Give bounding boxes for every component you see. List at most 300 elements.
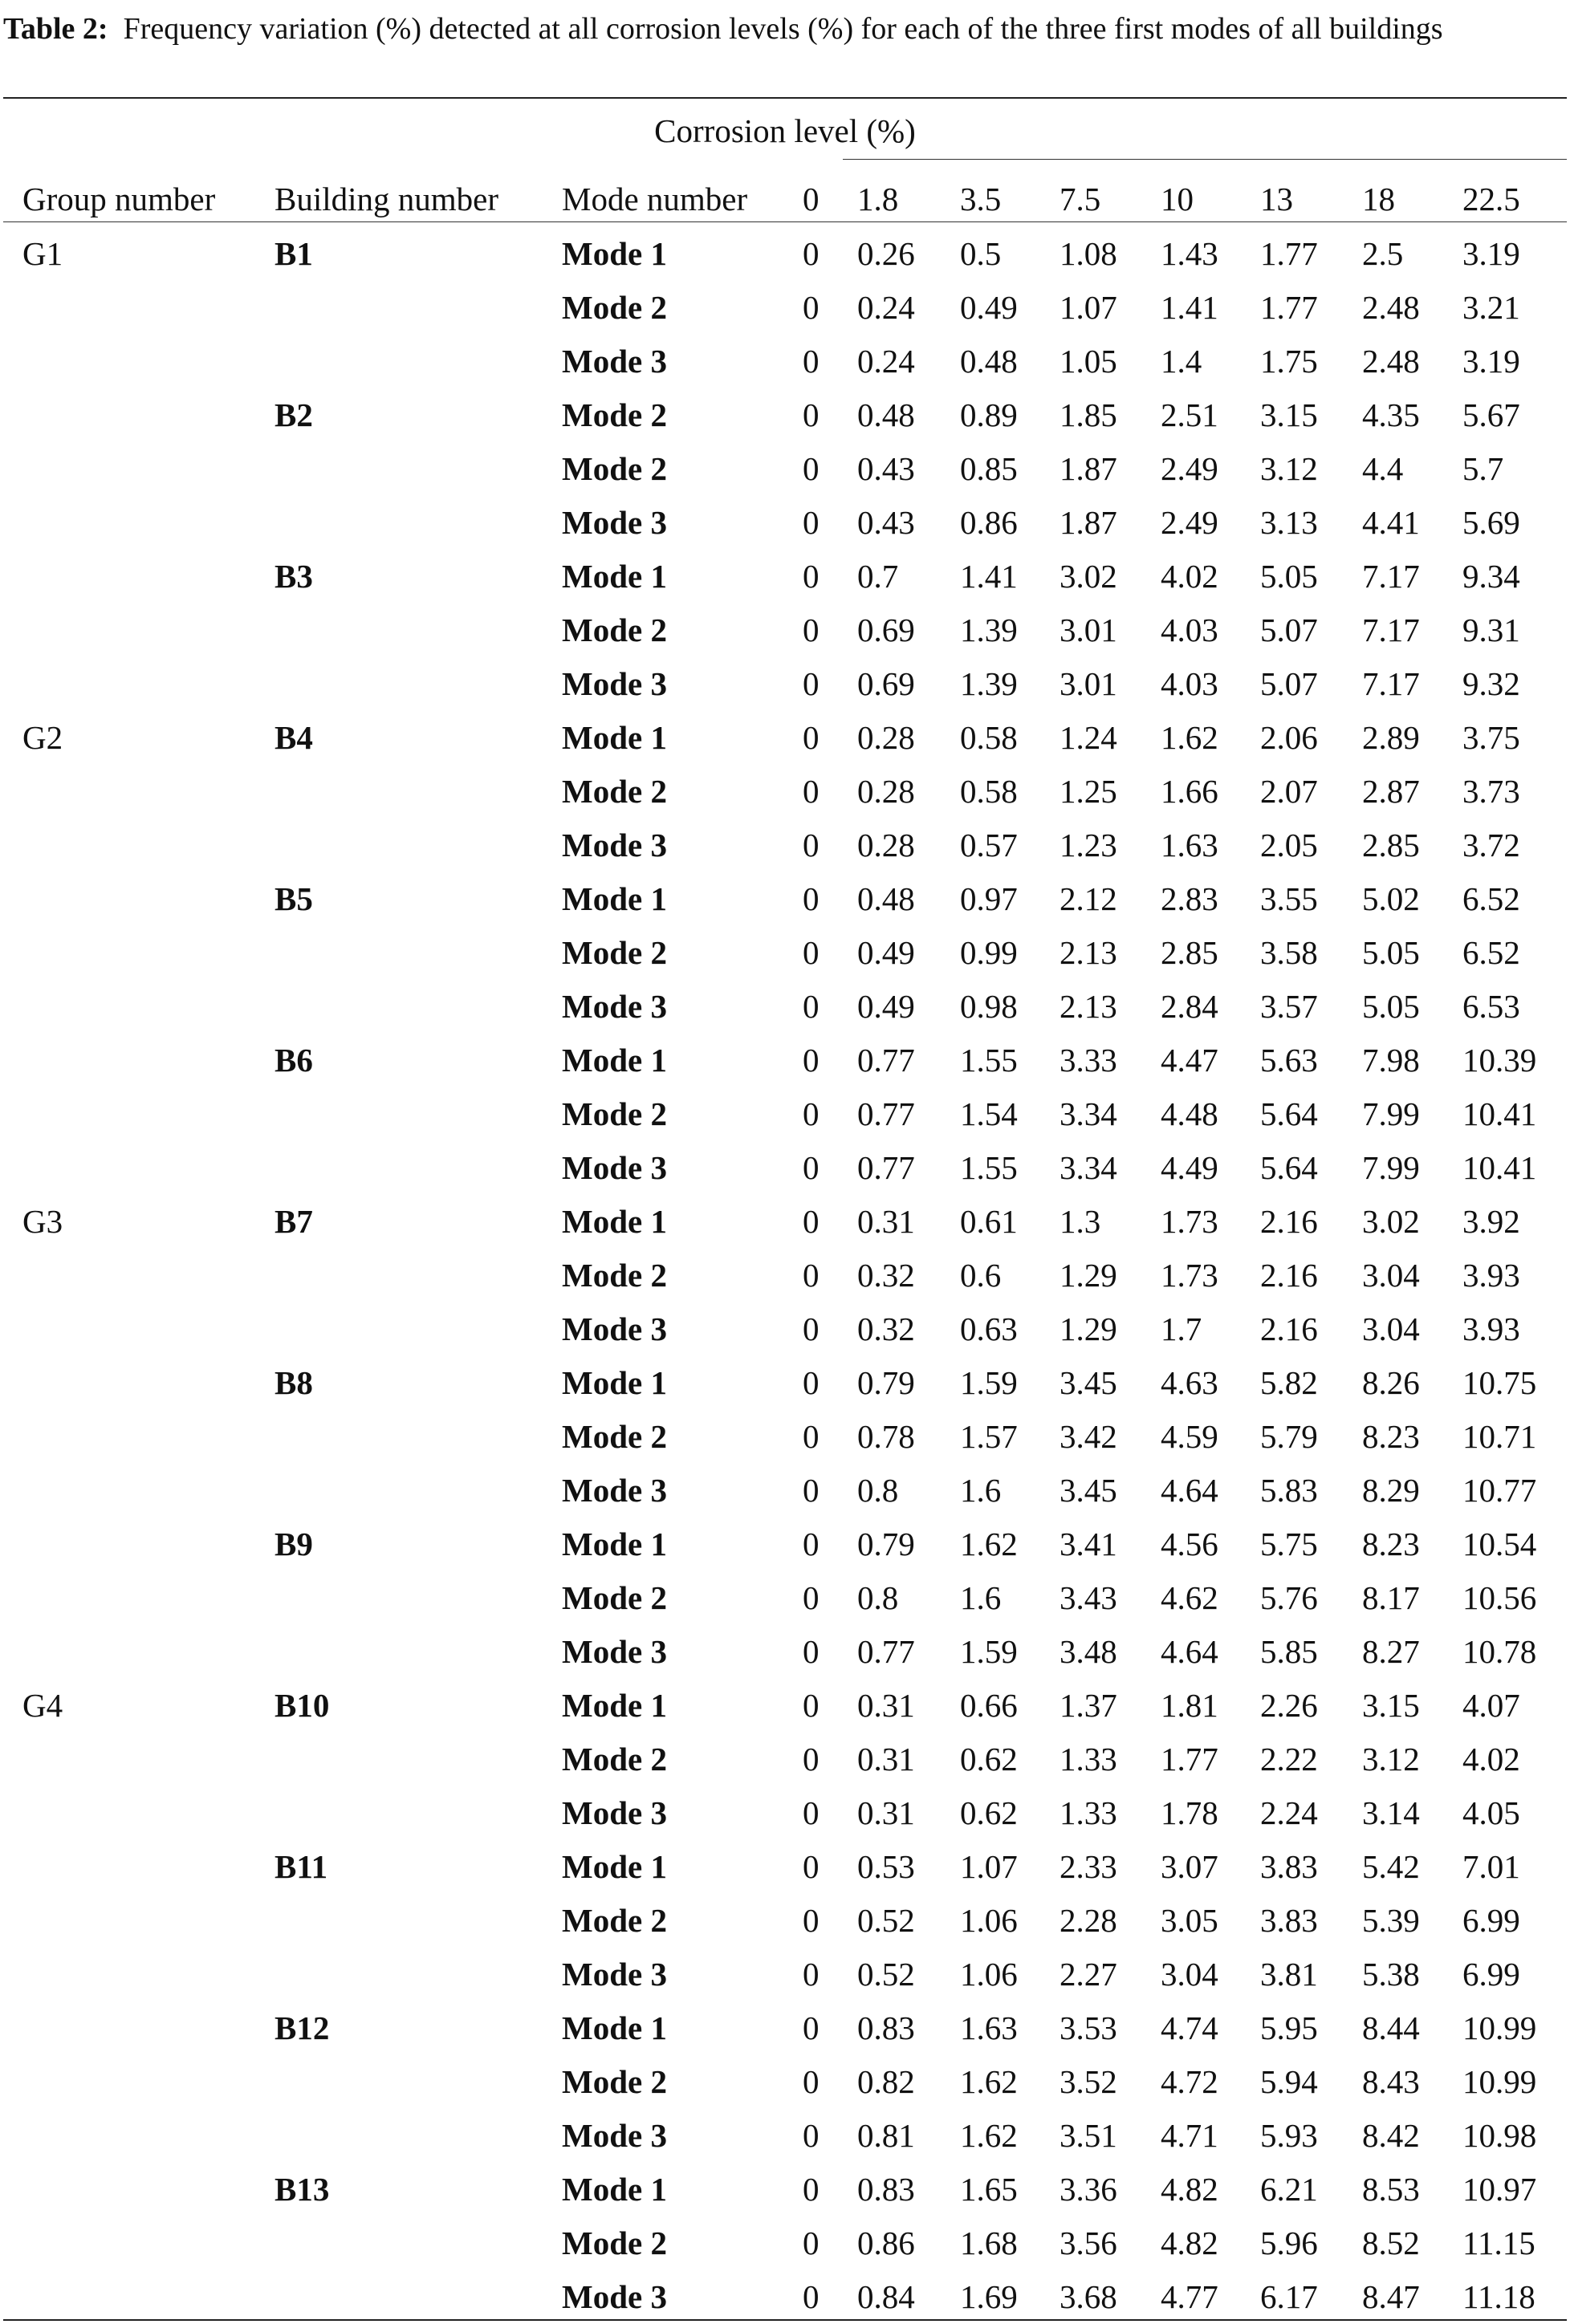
building-number-cell: B5 <box>275 880 313 917</box>
column-header: 7.5 <box>1060 181 1101 217</box>
mode-number-cell: Mode 1 <box>562 1848 667 1885</box>
mode-number-cell: Mode 2 <box>562 1257 667 1294</box>
value-cell: 0 <box>803 2117 820 2154</box>
value-cell: 10.39 <box>1462 1042 1537 1079</box>
value-cell: 5.05 <box>1260 558 1318 595</box>
mode-number-cell: Mode 2 <box>562 396 667 433</box>
value-cell: 0 <box>803 719 820 756</box>
mode-number-cell: Mode 3 <box>562 1149 667 1186</box>
value-cell: 7.17 <box>1362 665 1420 702</box>
value-cell: 0.31 <box>857 1741 915 1778</box>
value-cell: 1.77 <box>1260 289 1318 326</box>
value-cell: 10.99 <box>1462 2009 1537 2046</box>
value-cell: 3.14 <box>1362 1794 1420 1831</box>
value-cell: 8.53 <box>1362 2171 1420 2208</box>
value-cell: 0 <box>803 2063 820 2100</box>
mode-number-cell: Mode 1 <box>562 1526 667 1562</box>
bottom-rule <box>3 2319 1567 2321</box>
value-cell: 1.55 <box>960 1149 1018 1186</box>
value-cell: 3.41 <box>1060 1526 1117 1562</box>
value-cell: 8.17 <box>1362 1579 1420 1616</box>
value-cell: 1.68 <box>960 2224 1018 2261</box>
value-cell: 0 <box>803 1042 820 1079</box>
value-cell: 5.94 <box>1260 2063 1318 2100</box>
value-cell: 2.07 <box>1260 773 1318 810</box>
value-cell: 4.59 <box>1161 1418 1218 1455</box>
value-cell: 3.51 <box>1060 2117 1117 2154</box>
value-cell: 5.95 <box>1260 2009 1318 2046</box>
value-cell: 2.85 <box>1362 827 1420 863</box>
value-cell: 0.31 <box>857 1203 915 1240</box>
value-cell: 4.77 <box>1161 2278 1218 2315</box>
value-cell: 3.02 <box>1060 558 1117 595</box>
column-header: 3.5 <box>960 181 1002 217</box>
value-cell: 4.05 <box>1462 1794 1520 1831</box>
value-cell: 8.29 <box>1362 1472 1420 1509</box>
value-cell: 1.3 <box>1060 1203 1101 1240</box>
value-cell: 0.69 <box>857 665 915 702</box>
value-cell: 0 <box>803 1310 820 1347</box>
value-cell: 10.41 <box>1462 1095 1537 1132</box>
value-cell: 1.75 <box>1260 343 1318 380</box>
value-cell: 3.01 <box>1060 611 1117 648</box>
value-cell: 2.12 <box>1060 880 1117 917</box>
value-cell: 4.07 <box>1462 1687 1520 1724</box>
building-number-cell: B3 <box>275 558 313 595</box>
value-cell: 5.79 <box>1260 1418 1318 1455</box>
value-cell: 3.48 <box>1060 1633 1117 1670</box>
value-cell: 8.23 <box>1362 1418 1420 1455</box>
value-cell: 11.18 <box>1462 2278 1535 2315</box>
value-cell: 3.33 <box>1060 1042 1117 1079</box>
value-cell: 3.73 <box>1462 773 1520 810</box>
building-number-cell: B7 <box>275 1203 313 1240</box>
value-cell: 0 <box>803 1579 820 1616</box>
building-number-cell: B2 <box>275 396 313 433</box>
value-cell: 1.55 <box>960 1042 1018 1079</box>
value-cell: 3.34 <box>1060 1095 1117 1132</box>
value-cell: 5.7 <box>1462 450 1504 487</box>
value-cell: 8.26 <box>1362 1364 1420 1401</box>
column-header: 0 <box>803 181 820 217</box>
value-cell: 1.37 <box>1060 1687 1117 1724</box>
value-cell: 3.12 <box>1260 450 1318 487</box>
mode-number-cell: Mode 2 <box>562 2224 667 2261</box>
value-cell: 0.79 <box>857 1526 915 1562</box>
value-cell: 3.83 <box>1260 1902 1318 1939</box>
value-cell: 4.41 <box>1362 504 1420 541</box>
value-cell: 1.62 <box>960 2117 1018 2154</box>
mode-number-cell: Mode 3 <box>562 2278 667 2315</box>
value-cell: 0.32 <box>857 1310 915 1347</box>
value-cell: 4.49 <box>1161 1149 1218 1186</box>
value-cell: 10.71 <box>1462 1418 1537 1455</box>
value-cell: 2.89 <box>1362 719 1420 756</box>
value-cell: 0.32 <box>857 1257 915 1294</box>
building-number-cell: B6 <box>275 1042 313 1079</box>
value-cell: 2.51 <box>1161 396 1218 433</box>
value-cell: 8.27 <box>1362 1633 1420 1670</box>
value-cell: 1.08 <box>1060 235 1117 272</box>
value-cell: 5.64 <box>1260 1149 1318 1186</box>
mode-number-cell: Mode 2 <box>562 773 667 810</box>
value-cell: 0 <box>803 450 820 487</box>
value-cell: 1.87 <box>1060 504 1117 541</box>
value-cell: 3.75 <box>1462 719 1520 756</box>
column-header: 13 <box>1260 181 1293 217</box>
column-header: 10 <box>1161 181 1194 217</box>
value-cell: 1.63 <box>1161 827 1218 863</box>
value-cell: 3.12 <box>1362 1741 1420 1778</box>
value-cell: 0 <box>803 1257 820 1294</box>
column-header: 18 <box>1362 181 1395 217</box>
value-cell: 0.85 <box>960 450 1018 487</box>
value-cell: 0.49 <box>857 934 915 971</box>
value-cell: 1.24 <box>1060 719 1117 756</box>
value-cell: 2.48 <box>1362 289 1420 326</box>
mode-number-cell: Mode 1 <box>562 1364 667 1401</box>
value-cell: 8.23 <box>1362 1526 1420 1562</box>
value-cell: 4.02 <box>1161 558 1218 595</box>
value-cell: 6.99 <box>1462 1902 1520 1939</box>
value-cell: 1.77 <box>1260 235 1318 272</box>
group-number-cell: G2 <box>22 719 63 756</box>
value-cell: 3.55 <box>1260 880 1318 917</box>
value-cell: 4.02 <box>1462 1741 1520 1778</box>
value-cell: 3.68 <box>1060 2278 1117 2315</box>
mode-number-cell: Mode 1 <box>562 1203 667 1240</box>
value-cell: 0 <box>803 2171 820 2208</box>
group-number-cell: G3 <box>22 1203 63 1240</box>
value-cell: 5.05 <box>1362 934 1420 971</box>
value-cell: 2.16 <box>1260 1310 1318 1347</box>
value-cell: 1.73 <box>1161 1257 1218 1294</box>
value-cell: 1.39 <box>960 665 1018 702</box>
value-cell: 2.49 <box>1161 504 1218 541</box>
value-cell: 3.04 <box>1362 1310 1420 1347</box>
value-cell: 9.34 <box>1462 558 1520 595</box>
value-cell: 5.39 <box>1362 1902 1420 1939</box>
value-cell: 5.67 <box>1462 396 1520 433</box>
value-cell: 2.16 <box>1260 1257 1318 1294</box>
mode-number-cell: Mode 3 <box>562 1956 667 1993</box>
value-cell: 0 <box>803 1526 820 1562</box>
value-cell: 7.99 <box>1362 1095 1420 1132</box>
value-cell: 1.07 <box>1060 289 1117 326</box>
value-cell: 0 <box>803 1633 820 1670</box>
value-cell: 1.29 <box>1060 1257 1117 1294</box>
value-cell: 3.19 <box>1462 235 1520 272</box>
value-cell: 6.52 <box>1462 934 1520 971</box>
value-cell: 0.77 <box>857 1633 915 1670</box>
value-cell: 5.83 <box>1260 1472 1318 1509</box>
value-cell: 5.75 <box>1260 1526 1318 1562</box>
value-cell: 10.97 <box>1462 2171 1537 2208</box>
mode-number-cell: Mode 1 <box>562 1687 667 1724</box>
building-number-cell: B10 <box>275 1687 330 1724</box>
value-cell: 1.66 <box>1161 773 1218 810</box>
value-cell: 0.7 <box>857 558 899 595</box>
building-number-cell: B8 <box>275 1364 313 1401</box>
value-cell: 2.49 <box>1161 450 1218 487</box>
value-cell: 6.17 <box>1260 2278 1318 2315</box>
value-cell: 0 <box>803 558 820 595</box>
value-cell: 0 <box>803 504 820 541</box>
mode-number-cell: Mode 3 <box>562 1310 667 1347</box>
value-cell: 3.02 <box>1362 1203 1420 1240</box>
value-cell: 1.43 <box>1161 235 1218 272</box>
column-header: Group number <box>22 181 216 217</box>
value-cell: 4.03 <box>1161 611 1218 648</box>
value-cell: 5.38 <box>1362 1956 1420 1993</box>
value-cell: 3.34 <box>1060 1149 1117 1186</box>
mode-number-cell: Mode 2 <box>562 611 667 648</box>
value-cell: 4.82 <box>1161 2171 1218 2208</box>
value-cell: 9.31 <box>1462 611 1520 648</box>
mode-number-cell: Mode 2 <box>562 934 667 971</box>
building-number-cell: B11 <box>275 1848 328 1885</box>
value-cell: 6.52 <box>1462 880 1520 917</box>
value-cell: 0.52 <box>857 1956 915 1993</box>
value-cell: 3.05 <box>1161 1902 1218 1939</box>
value-cell: 10.41 <box>1462 1149 1537 1186</box>
value-cell: 4.82 <box>1161 2224 1218 2261</box>
mode-number-cell: Mode 3 <box>562 1472 667 1509</box>
value-cell: 1.62 <box>1161 719 1218 756</box>
value-cell: 0 <box>803 880 820 917</box>
value-cell: 4.47 <box>1161 1042 1218 1079</box>
value-cell: 5.93 <box>1260 2117 1318 2154</box>
value-cell: 3.13 <box>1260 504 1318 541</box>
building-number-cell: B13 <box>275 2171 330 2208</box>
value-cell: 2.22 <box>1260 1741 1318 1778</box>
value-cell: 0 <box>803 1848 820 1885</box>
value-cell: 3.43 <box>1060 1579 1117 1616</box>
value-cell: 0.69 <box>857 611 915 648</box>
value-cell: 3.93 <box>1462 1310 1520 1347</box>
value-cell: 0.26 <box>857 235 915 272</box>
value-cell: 1.23 <box>1060 827 1117 863</box>
value-cell: 0.79 <box>857 1364 915 1401</box>
value-cell: 3.72 <box>1462 827 1520 863</box>
value-cell: 0.89 <box>960 396 1018 433</box>
value-cell: 8.47 <box>1362 2278 1420 2315</box>
value-cell: 0.62 <box>960 1741 1018 1778</box>
value-cell: 0.49 <box>960 289 1018 326</box>
value-cell: 0.99 <box>960 934 1018 971</box>
value-cell: 0 <box>803 1095 820 1132</box>
mode-number-cell: Mode 2 <box>562 1741 667 1778</box>
value-cell: 0 <box>803 665 820 702</box>
value-cell: 10.77 <box>1462 1472 1537 1509</box>
value-cell: 8.42 <box>1362 2117 1420 2154</box>
value-cell: 5.96 <box>1260 2224 1318 2261</box>
value-cell: 2.83 <box>1161 880 1218 917</box>
building-number-cell: B1 <box>275 235 313 272</box>
value-cell: 1.77 <box>1161 1741 1218 1778</box>
mode-number-cell: Mode 2 <box>562 1579 667 1616</box>
value-cell: 1.6 <box>960 1472 1002 1509</box>
mode-number-cell: Mode 3 <box>562 827 667 863</box>
value-cell: 5.64 <box>1260 1095 1318 1132</box>
value-cell: 0.98 <box>960 988 1018 1025</box>
value-cell: 0.61 <box>960 1203 1018 1240</box>
value-cell: 11.15 <box>1462 2224 1535 2261</box>
value-cell: 2.28 <box>1060 1902 1117 1939</box>
value-cell: 1.62 <box>960 2063 1018 2100</box>
value-cell: 2.84 <box>1161 988 1218 1025</box>
value-cell: 0 <box>803 1364 820 1401</box>
building-number-cell: B12 <box>275 2009 330 2046</box>
value-cell: 1.07 <box>960 1848 1018 1885</box>
value-cell: 0.52 <box>857 1902 915 1939</box>
value-cell: 0.28 <box>857 773 915 810</box>
value-cell: 6.21 <box>1260 2171 1318 2208</box>
value-cell: 1.33 <box>1060 1794 1117 1831</box>
value-cell: 0 <box>803 2278 820 2315</box>
mode-number-cell: Mode 3 <box>562 1794 667 1831</box>
value-cell: 0 <box>803 934 820 971</box>
value-cell: 8.52 <box>1362 2224 1420 2261</box>
mode-number-cell: Mode 1 <box>562 719 667 756</box>
value-cell: 0 <box>803 1902 820 1939</box>
value-cell: 1.33 <box>1060 1741 1117 1778</box>
value-cell: 0.6 <box>960 1257 1002 1294</box>
value-cell: 10.75 <box>1462 1364 1537 1401</box>
value-cell: 5.42 <box>1362 1848 1420 1885</box>
value-cell: 1.54 <box>960 1095 1018 1132</box>
value-cell: 3.83 <box>1260 1848 1318 1885</box>
value-cell: 10.99 <box>1462 2063 1537 2100</box>
value-cell: 3.15 <box>1362 1687 1420 1724</box>
building-number-cell: B9 <box>275 1526 313 1562</box>
value-cell: 5.07 <box>1260 665 1318 702</box>
value-cell: 0.63 <box>960 1310 1018 1347</box>
value-cell: 3.01 <box>1060 665 1117 702</box>
value-cell: 2.26 <box>1260 1687 1318 1724</box>
corrosion-level-header: Corrosion level (%) <box>654 112 916 149</box>
value-cell: 8.43 <box>1362 2063 1420 2100</box>
value-cell: 0.24 <box>857 289 915 326</box>
value-cell: 2.33 <box>1060 1848 1117 1885</box>
value-cell: 0 <box>803 2009 820 2046</box>
value-cell: 5.07 <box>1260 611 1318 648</box>
mode-number-cell: Mode 3 <box>562 1633 667 1670</box>
column-header: Building number <box>275 181 499 217</box>
value-cell: 6.99 <box>1462 1956 1520 1993</box>
top-rule <box>3 97 1567 99</box>
value-cell: 0.81 <box>857 2117 915 2154</box>
value-cell: 4.64 <box>1161 1633 1218 1670</box>
value-cell: 3.92 <box>1462 1203 1520 1240</box>
header-rule <box>3 221 1567 222</box>
value-cell: 3.56 <box>1060 2224 1117 2261</box>
value-cell: 3.21 <box>1462 289 1520 326</box>
value-cell: 2.27 <box>1060 1956 1117 1993</box>
mode-number-cell: Mode 1 <box>562 1042 667 1079</box>
value-cell: 0.66 <box>960 1687 1018 1724</box>
value-cell: 1.4 <box>1161 343 1202 380</box>
value-cell: 3.93 <box>1462 1257 1520 1294</box>
value-cell: 2.48 <box>1362 343 1420 380</box>
value-cell: 1.69 <box>960 2278 1018 2315</box>
value-cell: 3.42 <box>1060 1418 1117 1455</box>
group-number-cell: G4 <box>22 1687 63 1724</box>
value-cell: 0.49 <box>857 988 915 1025</box>
value-cell: 4.64 <box>1161 1472 1218 1509</box>
value-cell: 7.01 <box>1462 1848 1520 1885</box>
value-cell: 0 <box>803 1687 820 1724</box>
value-cell: 1.78 <box>1161 1794 1218 1831</box>
value-cell: 0 <box>803 611 820 648</box>
value-cell: 9.32 <box>1462 665 1520 702</box>
value-cell: 1.73 <box>1161 1203 1218 1240</box>
value-cell: 10.56 <box>1462 1579 1537 1616</box>
value-cell: 1.85 <box>1060 396 1117 433</box>
value-cell: 0.43 <box>857 450 915 487</box>
value-cell: 0 <box>803 1794 820 1831</box>
value-cell: 3.19 <box>1462 343 1520 380</box>
value-cell: 0.48 <box>960 343 1018 380</box>
value-cell: 2.5 <box>1362 235 1404 272</box>
value-cell: 0.48 <box>857 880 915 917</box>
value-cell: 3.57 <box>1260 988 1318 1025</box>
value-cell: 0.77 <box>857 1149 915 1186</box>
value-cell: 1.05 <box>1060 343 1117 380</box>
value-cell: 0 <box>803 396 820 433</box>
mode-number-cell: Mode 2 <box>562 1095 667 1132</box>
value-cell: 0.77 <box>857 1042 915 1079</box>
value-cell: 3.04 <box>1161 1956 1218 1993</box>
value-cell: 7.98 <box>1362 1042 1420 1079</box>
value-cell: 1.63 <box>960 2009 1018 2046</box>
value-cell: 2.16 <box>1260 1203 1318 1240</box>
value-cell: 3.81 <box>1260 1956 1318 1993</box>
value-cell: 0 <box>803 773 820 810</box>
mode-number-cell: Mode 3 <box>562 343 667 380</box>
value-cell: 0 <box>803 827 820 863</box>
mode-number-cell: Mode 2 <box>562 289 667 326</box>
value-cell: 3.45 <box>1060 1472 1117 1509</box>
value-cell: 0 <box>803 1203 820 1240</box>
value-cell: 5.63 <box>1260 1042 1318 1079</box>
value-cell: 3.53 <box>1060 2009 1117 2046</box>
value-cell: 0.86 <box>857 2224 915 2261</box>
column-header: Mode number <box>562 181 748 217</box>
value-cell: 0.83 <box>857 2171 915 2208</box>
value-cell: 7.17 <box>1362 611 1420 648</box>
value-cell: 3.45 <box>1060 1364 1117 1401</box>
value-cell: 0.62 <box>960 1794 1018 1831</box>
value-cell: 0.58 <box>960 773 1018 810</box>
value-cell: 10.54 <box>1462 1526 1537 1562</box>
value-cell: 5.82 <box>1260 1364 1318 1401</box>
caption-label: Table 2: <box>3 12 108 46</box>
value-cell: 0.43 <box>857 504 915 541</box>
value-cell: 0 <box>803 1472 820 1509</box>
value-cell: 1.57 <box>960 1418 1018 1455</box>
value-cell: 0.28 <box>857 719 915 756</box>
value-cell: 0.48 <box>857 396 915 433</box>
value-cell: 0.8 <box>857 1472 899 1509</box>
value-cell: 3.15 <box>1260 396 1318 433</box>
mode-number-cell: Mode 3 <box>562 504 667 541</box>
value-cell: 1.65 <box>960 2171 1018 2208</box>
value-cell: 0 <box>803 2224 820 2261</box>
mode-number-cell: Mode 3 <box>562 2117 667 2154</box>
value-cell: 2.05 <box>1260 827 1318 863</box>
value-cell: 2.87 <box>1362 773 1420 810</box>
